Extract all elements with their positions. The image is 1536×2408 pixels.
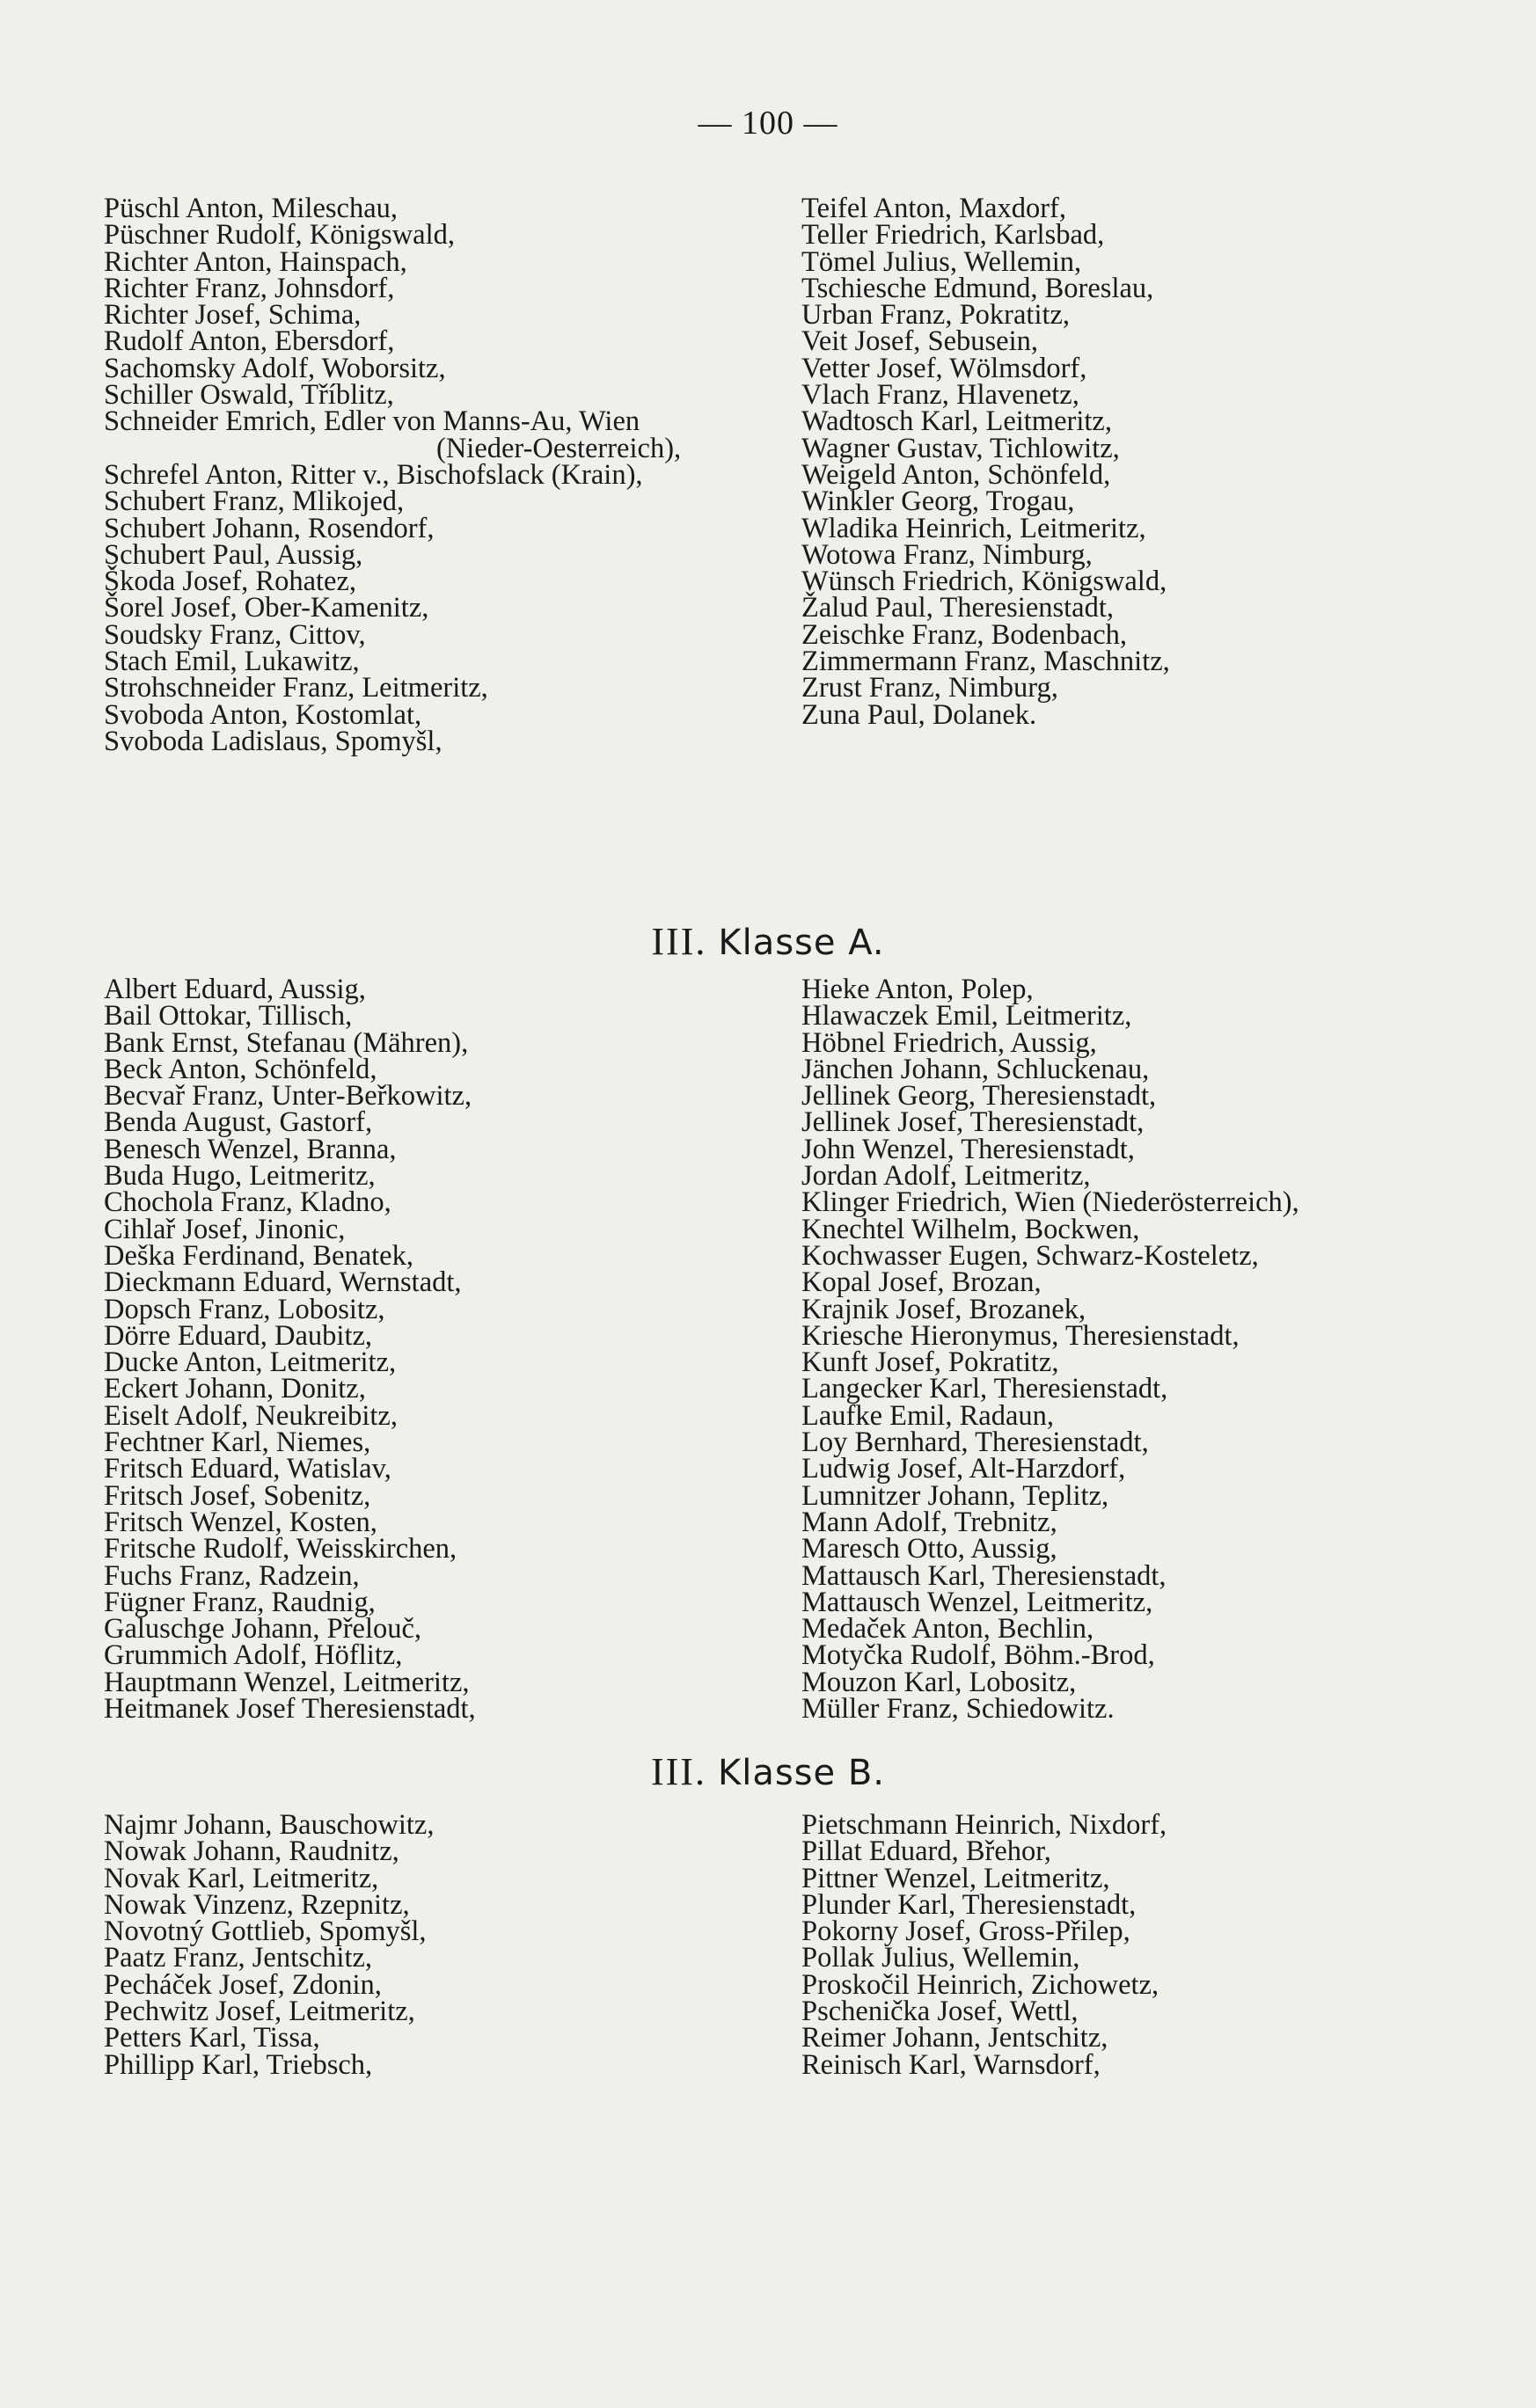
list-item: Dörre Eduard, Daubitz, xyxy=(104,1319,373,1352)
list-item: Bail Ottokar, Tillisch, xyxy=(104,1000,353,1033)
list-item: Schubert Franz, Mlikojed, xyxy=(104,485,405,518)
list-item: Laufke Emil, Radaun, xyxy=(801,1399,1054,1432)
list-item: Richter Josef, Schima, xyxy=(104,299,362,332)
list-item: Dopsch Franz, Lobositz, xyxy=(104,1293,385,1325)
list-item: Novotný Gottlieb, Spomyšl, xyxy=(104,1915,427,1948)
list-item: Teifel Anton, Maxdorf, xyxy=(801,193,1066,224)
list-item: Jänchen Johann, Schluckenau, xyxy=(801,1053,1150,1085)
list-item: Tömel Julius, Wellemin, xyxy=(801,245,1082,278)
section-3-left-column xyxy=(104,1809,435,2081)
list-item: Höbnel Friedrich, Aussig, xyxy=(801,1026,1097,1059)
heading-klasse-b-numeral: III. xyxy=(651,1750,706,1793)
list-item: Zuna Paul, Dolanek. xyxy=(801,698,1037,731)
list-item: Sachomsky Adolf, Woborsitz, xyxy=(104,352,446,384)
list-item: Wotowa Franz, Nimburg, xyxy=(801,538,1093,571)
list-item: Mattausch Wenzel, Leitmeritz, xyxy=(801,1586,1153,1618)
list-item: Schneider Emrich, Edler von Manns-Au, Wien xyxy=(104,405,640,438)
list-item: Langecker Karl, Theresienstadt, xyxy=(801,1373,1168,1405)
list-item: Tschiesche Edmund, Boreslau, xyxy=(801,272,1154,304)
list-item: Winkler Georg, Trogau, xyxy=(801,485,1075,518)
list-item: Jellinek Georg, Theresienstadt, xyxy=(801,1080,1157,1113)
list-item: Jellinek Josef, Theresienstadt, xyxy=(801,1106,1145,1139)
list-item: Pietschmann Heinrich, Nixdorf, xyxy=(801,1809,1167,1841)
list-item: Bank Ernst, Stefanau (Mähren), xyxy=(104,1026,469,1059)
list-item: Mouzon Karl, Lobositz, xyxy=(801,1666,1077,1698)
list-item: Fritsch Josef, Sobenitz, xyxy=(104,1479,371,1512)
list-item: Albert Eduard, Aussig, xyxy=(104,974,366,1005)
list-item: Pollak Julius, Wellemin, xyxy=(801,1942,1080,1974)
list-item: Pokorny Josef, Gross-Přilep, xyxy=(801,1915,1130,1948)
list-item: Škoda Josef, Rohatez, xyxy=(104,566,357,598)
section-2-left-column xyxy=(104,974,476,1726)
heading-klasse-b-label: Klasse B. xyxy=(717,1753,885,1793)
list-item: Pechwitz Josef, Leitmeritz, xyxy=(104,1996,415,2028)
list-item: (Nieder-Oesterreich), xyxy=(436,432,682,464)
list-item: Richter Anton, Hainspach, xyxy=(104,245,407,278)
list-item: Paatz Franz, Jentschitz, xyxy=(104,1942,373,1974)
list-item: Fechtner Karl, Niemes, xyxy=(104,1427,371,1459)
list-item: Becvař Franz, Unter-Beřkowitz, xyxy=(104,1080,472,1113)
list-item: Ducke Anton, Leitmeritz, xyxy=(104,1346,397,1379)
list-item: Strohschneider Franz, Leitmeritz, xyxy=(104,672,488,704)
list-item: Fuchs Franz, Radzein, xyxy=(104,1559,360,1592)
list-item: Schubert Johann, Rosendorf, xyxy=(104,512,435,544)
list-item: Wadtosch Karl, Leitmeritz, xyxy=(801,405,1112,438)
page-number: — 100 — xyxy=(698,105,838,142)
list-item: Zimmermann Franz, Maschnitz, xyxy=(801,646,1170,678)
list-item: Pecháček Josef, Zdonin, xyxy=(104,1968,382,2001)
heading-klasse-a xyxy=(0,919,1536,964)
list-item: Weigeld Anton, Schönfeld, xyxy=(801,458,1111,491)
list-item: Reimer Johann, Jentschitz, xyxy=(801,2022,1108,2054)
list-item: Müller Franz, Schiedowitz. xyxy=(801,1693,1115,1726)
list-item: Krajnik Josef, Brozanek, xyxy=(801,1293,1086,1325)
section-1-right-column xyxy=(801,193,1170,731)
list-item: Pittner Wenzel, Leitmeritz, xyxy=(801,1862,1110,1894)
list-item: Soudsky Franz, Cittov, xyxy=(104,618,366,651)
list-item: Svoboda Anton, Kostomlat, xyxy=(104,698,422,731)
list-item: Kochwasser Eugen, Schwarz-Kosteletz, xyxy=(801,1239,1259,1272)
list-item: Pschenička Josef, Wettl, xyxy=(801,1996,1079,2028)
list-item: Zeischke Franz, Bodenbach, xyxy=(801,618,1128,651)
list-item: Vetter Josef, Wölmsdorf, xyxy=(801,352,1087,384)
list-item: Wagner Gustav, Tichlowitz, xyxy=(801,432,1120,464)
list-item: Teller Friedrich, Karlsbad, xyxy=(801,219,1105,252)
list-item: Medaček Anton, Bechlin, xyxy=(801,1613,1094,1645)
list-item: Kunft Josef, Pokratitz, xyxy=(801,1346,1059,1379)
heading-klasse-a-label: Klasse A. xyxy=(718,923,885,963)
list-item: Klinger Friedrich, Wien (Niederösterreich), xyxy=(801,1186,1299,1219)
list-item: Kriesche Hieronymus, Theresienstadt, xyxy=(801,1319,1240,1352)
list-item: Knechtel Wilhelm, Bockwen, xyxy=(801,1213,1140,1245)
list-item: Püschl Anton, Mileschau, xyxy=(104,193,399,224)
list-item: Chochola Franz, Kladno, xyxy=(104,1186,391,1219)
list-item: Zrust Franz, Nimburg, xyxy=(801,672,1058,704)
list-item: Richter Franz, Johnsdorf, xyxy=(104,272,395,304)
list-item: Reinisch Karl, Warnsdorf, xyxy=(801,2048,1101,2081)
list-item: Galuschge Johann, Přelouč, xyxy=(104,1613,422,1645)
list-item: Loy Bernhard, Theresienstadt, xyxy=(801,1427,1149,1459)
list-item: Benda August, Gastorf, xyxy=(104,1106,373,1139)
heading-klasse-a-numeral: III. xyxy=(651,920,707,963)
list-item: Phillipp Karl, Triebsch, xyxy=(104,2048,373,2081)
list-item: Mann Adolf, Trebnitz, xyxy=(801,1506,1057,1538)
list-item: Najmr Johann, Bauschowitz, xyxy=(104,1809,435,1841)
list-item: Pillat Eduard, Břehor, xyxy=(801,1835,1051,1868)
list-item: Vlach Franz, Hlavenetz, xyxy=(801,379,1079,412)
list-item: Fügner Franz, Raudnig, xyxy=(104,1586,376,1618)
list-item: Žalud Paul, Theresienstadt, xyxy=(801,592,1115,624)
list-item: Ludwig Josef, Alt-Harzdorf, xyxy=(801,1453,1126,1485)
list-item: Nowak Vinzenz, Rzepnitz, xyxy=(104,1888,410,1921)
list-item: Svoboda Ladislaus, Spomyšl, xyxy=(104,725,443,757)
list-item: Jordan Adolf, Leitmeritz, xyxy=(801,1160,1091,1193)
list-item: Püschner Rudolf, Königswald, xyxy=(104,219,455,252)
list-item: Nowak Johann, Raudnitz, xyxy=(104,1835,399,1868)
list-item: Proskočil Heinrich, Zichowetz, xyxy=(801,1968,1159,2001)
list-item: Grummich Adolf, Höflitz, xyxy=(104,1639,403,1672)
list-item: Buda Hugo, Leitmeritz, xyxy=(104,1160,376,1193)
list-item: Novak Karl, Leitmeritz, xyxy=(104,1862,379,1894)
list-item: Veit Josef, Sebusein, xyxy=(801,325,1038,358)
list-item: Hlawaczek Emil, Leitmeritz, xyxy=(801,1000,1132,1033)
list-item: Eckert Johann, Donitz, xyxy=(104,1373,366,1405)
heading-klasse-b xyxy=(0,1749,1536,1794)
list-item: Beck Anton, Schönfeld, xyxy=(104,1053,377,1085)
list-item: Schiller Oswald, Tříblitz, xyxy=(104,379,394,412)
list-item: John Wenzel, Theresienstadt, xyxy=(801,1133,1135,1165)
list-item: Urban Franz, Pokratitz, xyxy=(801,299,1071,332)
list-item: Mattausch Karl, Theresienstadt, xyxy=(801,1559,1167,1592)
list-item: Wünsch Friedrich, Königswald, xyxy=(801,566,1167,598)
list-item: Heitmanek Josef Theresienstadt, xyxy=(104,1693,476,1726)
list-item: Stach Emil, Lukawitz, xyxy=(104,646,360,678)
list-item: Maresch Otto, Aussig, xyxy=(801,1533,1057,1565)
list-item: Wladika Heinrich, Leitmeritz, xyxy=(801,512,1146,544)
list-item: Motyčka Rudolf, Böhm.-Brod, xyxy=(801,1639,1155,1672)
section-1-left-column xyxy=(104,195,681,755)
section-3-right-column xyxy=(801,1809,1167,2081)
list-item: Fritsch Wenzel, Kosten, xyxy=(104,1506,377,1538)
list-item: Hieke Anton, Polep, xyxy=(801,974,1034,1005)
list-item: Dieckmann Eduard, Wernstadt, xyxy=(104,1266,462,1299)
list-item: Benesch Wenzel, Branna, xyxy=(104,1133,397,1165)
list-item: Fritsch Eduard, Watislav, xyxy=(104,1453,391,1485)
list-item: Hauptmann Wenzel, Leitmeritz, xyxy=(104,1666,470,1698)
section-2-right-column xyxy=(801,974,1299,1726)
list-item: Kopal Josef, Brozan, xyxy=(801,1266,1042,1299)
list-item: Šorel Josef, Ober-Kamenitz, xyxy=(104,592,429,624)
list-item: Deška Ferdinand, Benatek, xyxy=(104,1239,413,1272)
list-item: Petters Karl, Tissa, xyxy=(104,2022,320,2054)
list-item: Rudolf Anton, Ebersdorf, xyxy=(104,325,395,358)
list-item: Schrefel Anton, Ritter v., Bischofslack (Krain), xyxy=(104,458,643,491)
list-item: Plunder Karl, Theresienstadt, xyxy=(801,1888,1137,1921)
list-item: Fritsche Rudolf, Weisskirchen, xyxy=(104,1533,457,1565)
list-item: Schubert Paul, Aussig, xyxy=(104,538,363,571)
list-item: Cihlař Josef, Jinonic, xyxy=(104,1213,346,1245)
list-item: Lumnitzer Johann, Teplitz, xyxy=(801,1479,1109,1512)
list-item: Eiselt Adolf, Neukreibitz, xyxy=(104,1399,398,1432)
